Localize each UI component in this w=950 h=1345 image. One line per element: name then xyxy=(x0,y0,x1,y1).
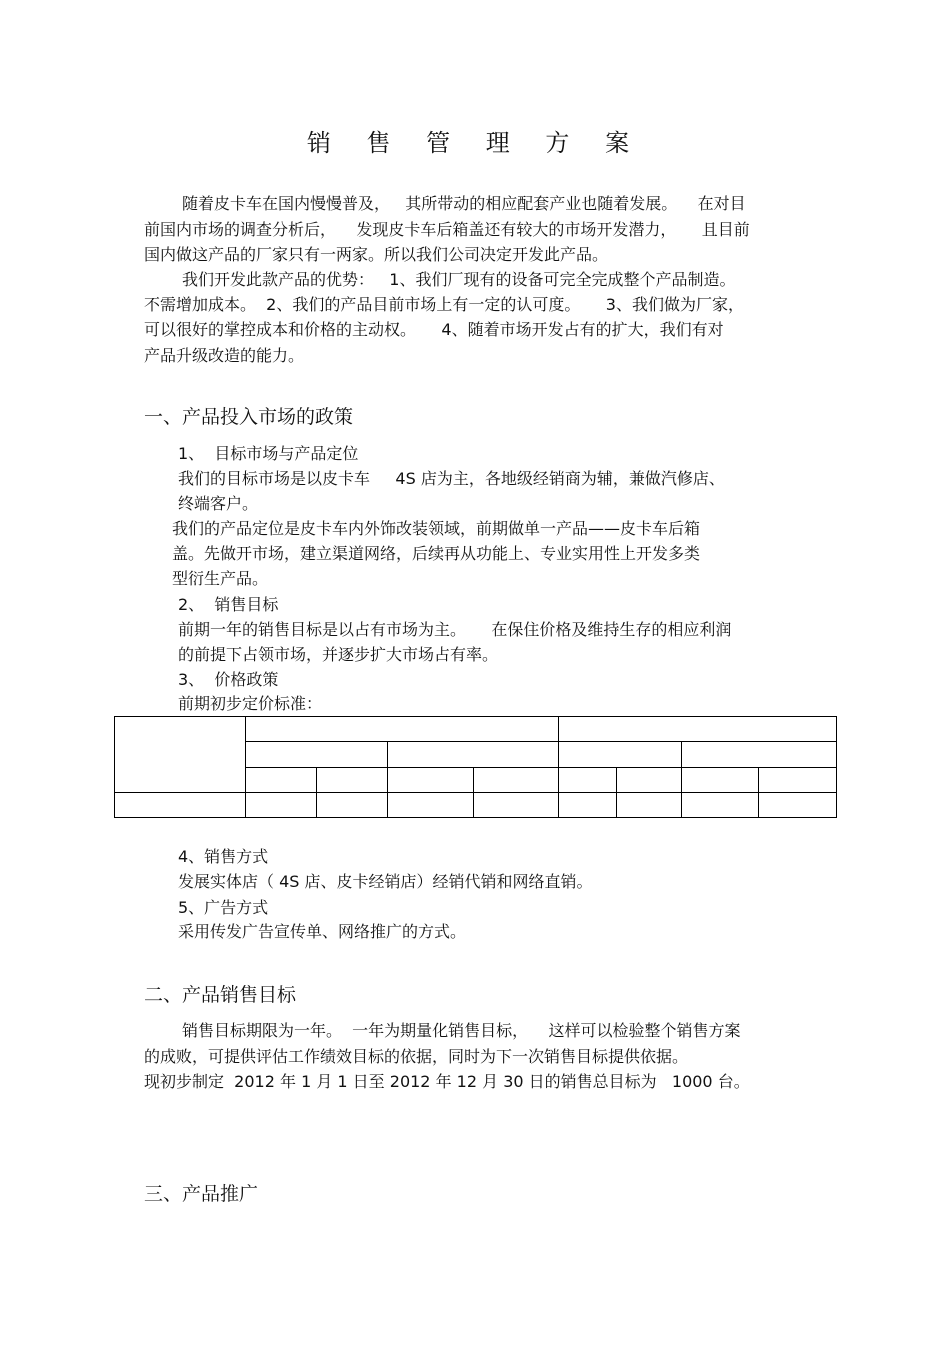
table-cell xyxy=(474,792,559,817)
subsection-title: 1、 目标市场与产品定位 xyxy=(178,444,359,463)
table-cell xyxy=(559,767,617,792)
table-cell xyxy=(246,792,317,817)
document-title: 销 售 管 理 方 案 xyxy=(306,129,644,157)
table-cell xyxy=(682,742,837,767)
paragraph-line: 现初步制定 2012 年 1 月 1 日至 2012 年 12 月 30 日的销售总目标为 1000 台。 xyxy=(144,1072,750,1091)
table-cell xyxy=(559,792,617,817)
subsection-title: 4、销售方式 xyxy=(178,847,269,866)
table-cell xyxy=(759,767,837,792)
table-cell xyxy=(617,792,682,817)
intro-line: 国内做这产品的厂家只有一两家。所以我们公司决定开发此产品。 xyxy=(144,245,609,264)
table-cell xyxy=(246,767,317,792)
table-cell xyxy=(559,717,837,742)
table-cell xyxy=(246,717,559,742)
table-cell xyxy=(559,742,682,767)
intro-line: 我们开发此款产品的优势： 1、我们厂现有的设备可完全完成整个产品制造。 xyxy=(182,270,736,289)
intro-line: 可以很好的掌控成本和价格的主动权。 4、随着市场开发占有的扩大，我们有对 xyxy=(144,320,724,339)
paragraph-line: 的成败，可提供评估工作绩效目标的依据，同时为下一次销售目标提供依据。 xyxy=(144,1047,689,1066)
subsection-title: 3、 价格政策 xyxy=(178,670,279,689)
intro-line: 随着皮卡车在国内慢慢普及， 其所带动的相应配套产业也随着发展。 在对目 xyxy=(182,194,746,213)
paragraph-line: 型衍生产品。 xyxy=(172,569,269,588)
table-cell xyxy=(317,792,388,817)
table-cell xyxy=(246,742,388,767)
paragraph-line: 前期初步定价标准： xyxy=(178,694,323,713)
section-heading-2: 二、产品销售目标 xyxy=(144,984,297,1006)
intro-line: 前国内市场的调查分析后， 发现皮卡车后箱盖还有较大的市场开发潜力， 且目前 xyxy=(144,220,750,239)
intro-line: 不需增加成本。 2、我们的产品目前市场上有一定的认可度。 3、我们做为厂家， xyxy=(144,295,744,314)
table-cell xyxy=(388,742,559,767)
subsection-title: 2、 销售目标 xyxy=(178,595,279,614)
paragraph-line: 采用传发广告宣传单、网络推广的方式。 xyxy=(178,922,467,941)
paragraph-line: 发展实体店（ 4S 店、皮卡经销店）经销代销和网络直销。 xyxy=(178,872,593,891)
intro-line: 产品升级改造的能力。 xyxy=(144,346,305,365)
table-cell xyxy=(474,767,559,792)
paragraph-line: 盖。先做开市场，建立渠道网络，后续再从功能上、专业实用性上开发多类 xyxy=(172,544,701,563)
paragraph-line: 前期一年的销售目标是以占有市场为主。 在保住价格及维持生存的相应利润 xyxy=(178,620,732,639)
table-cell xyxy=(682,792,759,817)
paragraph-line: 销售目标期限为一年。 一年为期量化销售目标， 这样可以检验整个销售方案 xyxy=(182,1021,741,1040)
table-cell xyxy=(388,767,474,792)
section-heading-3: 三、产品推广 xyxy=(144,1183,259,1205)
table-cell xyxy=(388,792,474,817)
table-cell xyxy=(617,767,682,792)
paragraph-line: 我们的产品定位是皮卡车内外饰改装领域，前期做单一产品——皮卡车后箱 xyxy=(172,519,701,538)
table-cell xyxy=(115,792,246,817)
table-cell xyxy=(317,767,388,792)
section-heading-1: 一、产品投入市场的政策 xyxy=(144,406,354,428)
paragraph-line: 我们的目标市场是以皮卡车 4S 店为主，各地级经销商为辅，兼做汽修店、 xyxy=(178,469,725,488)
paragraph-line: 终端客户。 xyxy=(178,494,259,513)
paragraph-line: 的前提下占领市场，并逐步扩大市场占有率。 xyxy=(178,645,499,664)
table-cell xyxy=(115,717,246,793)
price-table xyxy=(114,716,837,818)
subsection-title: 5、广告方式 xyxy=(178,898,269,917)
table-cell xyxy=(759,792,837,817)
table-cell xyxy=(682,767,759,792)
